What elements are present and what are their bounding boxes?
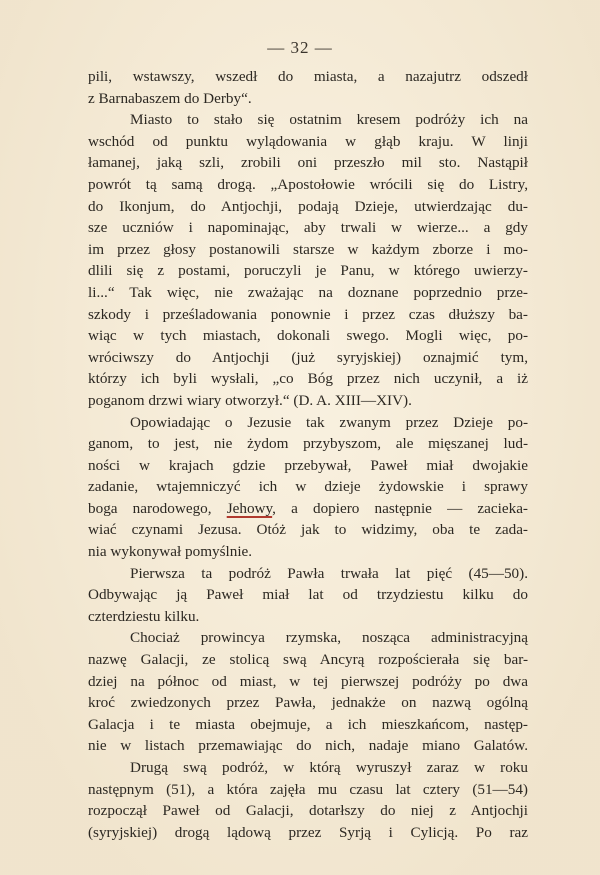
text-line: wiać czynami Jezusa. Otóż jak to widzimy, oba te zada- [88, 521, 528, 539]
text-line: wiąc w tych miastach, dokonali swego. Mogli więc, po- [88, 327, 528, 345]
text-line: szkody i prześladowania ponownie i przez czas dłuższy ba- [88, 305, 528, 323]
text-line: dziej na północ od miast, w tej pierwszej podróży po dwa [88, 672, 528, 690]
text-line: sze uczniów i napominając, aby trwali w wierze... a gdy [88, 219, 528, 237]
text-line: Miasto to stało się ostatnim kresem podróży ich na [130, 111, 528, 129]
text-line: powrót tą samą drogą. „Apostołowie wrócili się do Listry, [88, 175, 528, 193]
text-line: poganom drzwi wiary otworzył.“ (D. A. XIII—XIV). [88, 391, 412, 409]
text-line: ności w krajach gdzie przebywał, Paweł miał dwojakie [88, 456, 528, 474]
text-line: Drugą swą podróż, w którą wyruszył zaraz w roku [130, 759, 528, 776]
text-line: do Ikonjum, do Antjochji, podają Dzieje, utwierdzając du- [88, 197, 528, 215]
text-line: boga narodowego, Jehowy, a dopiero następnie — zacieka- [88, 499, 528, 517]
text-line: rozpoczął Paweł od Galacji, dotarłszy do niej z Antjochji [88, 802, 528, 820]
text-line: czterdziestu kilku. [88, 607, 200, 625]
text-line: Chociaż prowincya rzymska, nosząca administracyjną [130, 629, 528, 647]
text-line: zadanie, wtajemniczyć ich w dzieje żydowskie i sprawy [88, 478, 528, 496]
text-line: Pierwsza ta podróż Pawła trwała lat pięć (45—50). [130, 564, 528, 582]
text-line: pili, wstawszy, wszedł do miasta, a nazajutrz odszedł [88, 68, 528, 85]
text-line: Galacja i te miasta obejmuje, a ich mieszkańcom, następ- [88, 715, 528, 733]
text-line: (syryjskiej) drogą lądową przez Syrją i Cylicją. Po raz [88, 823, 528, 841]
text-line: nazwę Galacji, ze stolicą swą Ancyrą rozpościerała się bar- [88, 651, 528, 669]
underlined-word: Jehowy [226, 499, 273, 517]
text-line: nia wykonywał pomyślnie. [88, 543, 253, 561]
text-line: kroć zwiedzonych przez Pawła, jednakże on nazwą ogólną [88, 694, 528, 712]
text-line: im przez głosy postanowili starsze w każdym zborze i mo- [88, 240, 528, 258]
text-line: li...“ Tak więc, nie zważając na doznane poprzednio prze- [88, 283, 528, 301]
text-line: wróciwszy do Antjochji (już syryjskiej) oznajmić tym, [88, 348, 528, 366]
text-line: dlili się z postami, poruczyli je Panu, w którego uwierzy- [88, 262, 528, 280]
text-line: łamanej, jaką szli, zrobili oni przeszło mil sto. Nastąpił [88, 154, 528, 172]
text-line: Odbywając ją Paweł miał lat od trzydziestu kilku do [88, 586, 528, 604]
page-number: — 32 — [267, 38, 333, 57]
body-text [88, 66, 528, 843]
text-line: którzy ich byli wysłali, „co Bóg przez nich uczynił, a iż [88, 370, 528, 388]
text-line: Opowiadając o Jezusie tak zwanym przez Dzieje po- [130, 413, 528, 431]
text-line: z Barnabaszem do Derby“. [88, 89, 252, 107]
text-line: nie w listach przemawiając do nich, nadaje miano Galatów. [88, 737, 528, 755]
text-line: następnym (51), a która zajęła mu czasu lat cztery (51—54) [88, 780, 528, 798]
text-line: ganom, to jest, nie żydom przybyszom, ale mięszanej lud- [88, 435, 528, 453]
text-line: wschód od punktu wylądowania w głąb kraju. W linji [88, 132, 528, 150]
